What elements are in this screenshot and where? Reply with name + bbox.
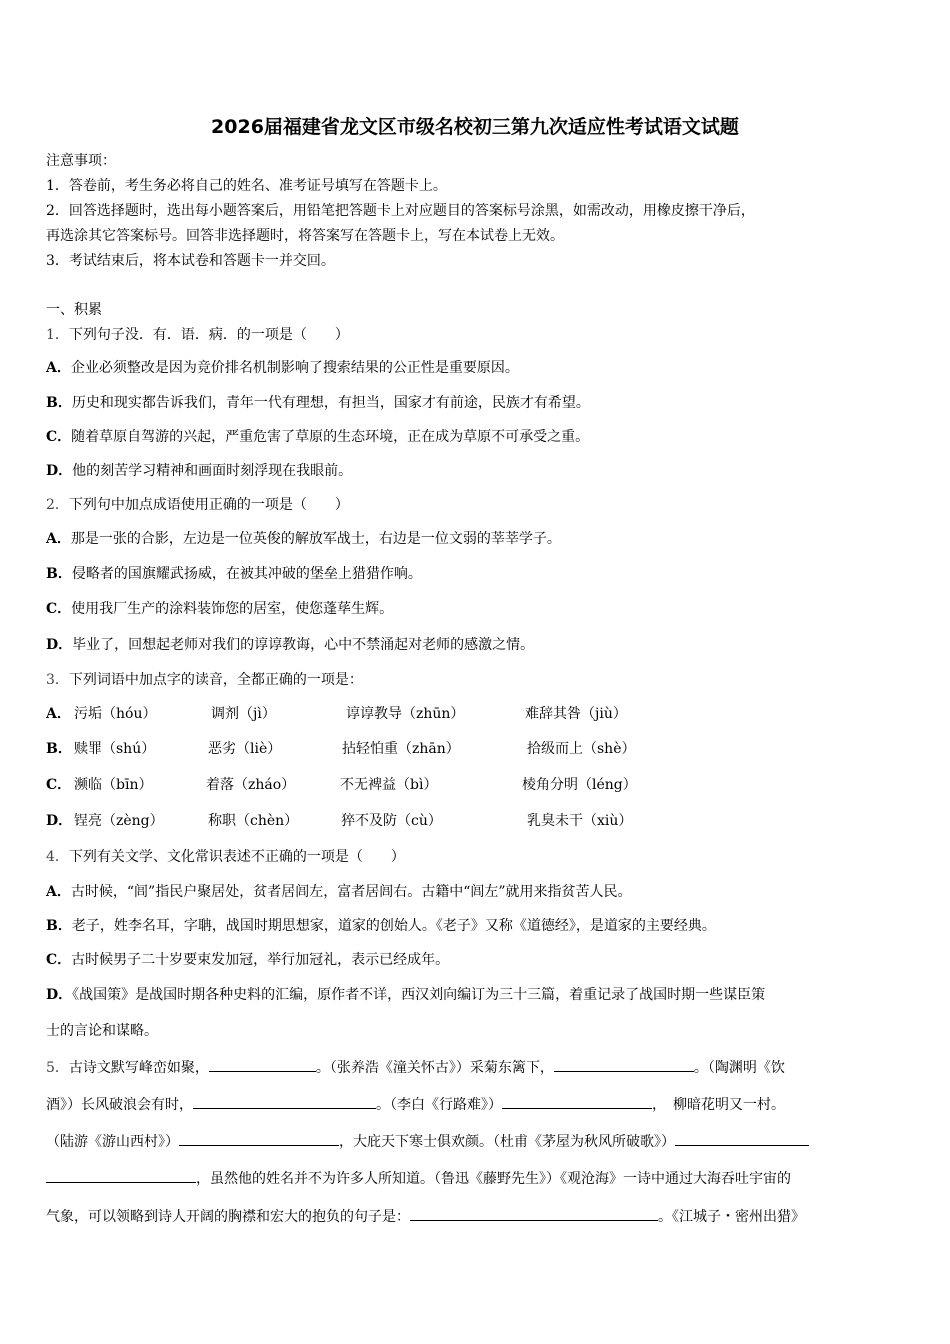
question-text: 下列词语中加点字的读音，全都正确的一项是： [68, 672, 363, 688]
option-text: 毕业了，回想起老师对我们的谆谆教诲，心中不禁涌起对老师的感激之情。 [72, 637, 535, 653]
pinyin-cell: 恶劣（liè） [208, 741, 282, 757]
question-5-line [46, 1094, 785, 1114]
answer-blank[interactable] [502, 1094, 652, 1109]
option[interactable] [46, 462, 352, 480]
option-label: C． [46, 952, 72, 968]
question-text: 下列句子没．有．语．病．的一项是（ ） [68, 327, 349, 343]
option-label: C． [46, 429, 72, 445]
pinyin-cell: 不无裨益（bì） [340, 777, 438, 793]
option-label: A． [46, 531, 71, 547]
question-text: 下列有关文学、文化常识表述不正确的一项是（ ） [68, 849, 405, 865]
notice-item: 再选涂其它答案标号。回答非选择题时，将答案写在答题卡上，写在本试卷上无效。 [46, 228, 564, 244]
option[interactable] [46, 530, 561, 548]
question-text: ， 柳暗花明又一村。 [652, 1097, 785, 1113]
answer-blank[interactable] [193, 1094, 376, 1109]
notice-item: 1．答卷前，考生务必将自己的姓名、准考证号填写在答题卡上。 [46, 178, 447, 194]
option-text: 古时候，“闾”指民户聚居处，贫者居闾左，富者居闾右。古籍中“闾左”就用来指贫苦人民。 [70, 884, 632, 900]
option-label: D． [46, 463, 73, 479]
answer-blank[interactable] [46, 1168, 196, 1183]
pinyin-cell: 谆谆教导（zhūn） [346, 706, 465, 722]
answer-blank[interactable] [675, 1131, 809, 1146]
option-text: 企业必须整改是因为竞价排名机制影响了搜索结果的公正性是重要原因。 [70, 360, 519, 376]
notice-item: 3．考试结束后，将本试卷和答题卡一并交回。 [46, 253, 335, 269]
pinyin-cell: 锃亮（zèng） [74, 813, 164, 829]
pinyin-cell: 乳臭未干（xiù） [527, 813, 633, 829]
option-label: A． [46, 884, 71, 900]
answer-blank[interactable] [209, 1057, 316, 1072]
notice-heading: 注意事项： [46, 153, 116, 169]
question-text: 。《江城子・密州出猎》 [658, 1209, 805, 1225]
option-text: 使用我厂生产的涂料装饰您的居室，使您蓬荜生辉。 [71, 601, 394, 617]
pinyin-cell: 调剂（jì） [211, 706, 276, 722]
question-number: 5． [46, 1060, 69, 1076]
option-text: 《战国策》是战国时期各种史料的汇编，原作者不详，西汉刘向编订为三十三篇，着重记录了战国时期一些谋臣策 [72, 987, 766, 1003]
option-text: 随着草原自驾游的兴起，严重危害了草原的生态环境，正在成为草原不可承受之重。 [71, 429, 590, 445]
option-text: 那是一张的合影，左边是一位英俊的解放军战士，右边是一位文弱的莘莘学子。 [70, 531, 561, 547]
question-5-line [46, 1168, 791, 1188]
question-text: 。（李白《行路难》） [376, 1097, 502, 1113]
option-continuation: 士的言论和谋略。 [46, 1023, 158, 1039]
pinyin-cell: 拾级而上（shè） [527, 741, 636, 757]
pinyin-cell: 着落（zháo） [206, 777, 296, 793]
section-heading: 一、积累 [46, 302, 102, 318]
notice-item: 2．回答选择题时，选出每小题答案后，用铅笔把答题卡上对应题目的答案标号涂黑，如需改动，用橡皮擦干净后， [46, 203, 755, 219]
question-number: 2． [46, 497, 69, 513]
pinyin-cell: 拈轻怕重（zhān） [342, 741, 460, 757]
question-text: （陆游《游山西村》） [46, 1134, 179, 1150]
question-5-line [46, 1057, 785, 1077]
option[interactable] [46, 394, 590, 412]
answer-blank[interactable] [179, 1131, 339, 1146]
option-label: B． [46, 918, 72, 934]
option[interactable] [46, 600, 393, 618]
question-text: 酒》）长风破浪会有时， [46, 1097, 193, 1113]
option-text: 古时候男子二十岁要束发加冠，举行加冠礼，表示已经成年。 [71, 952, 450, 968]
option-label: B． [46, 395, 72, 411]
option-text: 老子，姓李名耳，字聃，战国时期思想家，道家的创始人。《老子》又称《道德经》，是道家的主要经典。 [71, 918, 716, 934]
question-5-line [46, 1206, 805, 1226]
question-5-line [46, 1131, 809, 1151]
option[interactable] [46, 883, 632, 901]
pinyin-cell: 污垢（hóu） [74, 706, 157, 722]
page-title: 2026届福建省龙文区市级名校初三第九次适应性考试语文试题 [211, 116, 739, 138]
question-number: 4． [46, 849, 69, 865]
option[interactable] [46, 359, 519, 377]
option-text: 他的刻苦学习精神和画面时刻浮现在我眼前。 [72, 463, 353, 479]
option[interactable] [46, 917, 716, 935]
question-text: 。（陶渊明《饮 [693, 1060, 785, 1076]
pinyin-cell: 难辞其咎（jiù） [525, 706, 627, 722]
question-text: ，虽然他的姓名并不为许多人所知道。（鲁迅《藤野先生》）《观沧海》一诗中通过大海吞吐宇宙的 [196, 1171, 791, 1187]
pinyin-cell: 棱角分明（léng） [522, 777, 637, 793]
option-label: D． [46, 637, 73, 653]
option[interactable] [46, 951, 449, 969]
question-text: 古诗文默写峰峦如聚， [68, 1060, 209, 1076]
pinyin-cell: 猝不及防（cù） [341, 813, 442, 829]
option[interactable] [46, 565, 422, 583]
question-text: ，大庇天下寒士俱欢颜。（杜甫《茅屋为秋风所破歌》） [339, 1134, 675, 1150]
question-text: 。（张养浩《潼关怀古》）采菊东篱下， [315, 1060, 554, 1076]
option-label[interactable]: B． [46, 741, 72, 757]
option-label[interactable]: A． [46, 706, 71, 722]
answer-blank[interactable] [410, 1206, 658, 1221]
question-text: 气象，可以领略到诗人开阔的胸襟和宏大的抱负的句子是： [46, 1209, 410, 1225]
option-text: 历史和现实都告诉我们，青年一代有理想，有担当，国家才有前途，民族才有希望。 [71, 395, 590, 411]
option[interactable] [46, 986, 765, 1004]
option-label: C． [46, 601, 72, 617]
option-label[interactable]: C． [46, 777, 72, 793]
option-label: A． [46, 360, 71, 376]
option-label: B． [46, 566, 72, 582]
option-text: 侵略者的国旗耀武扬威，在被其冲破的堡垒上猎猎作响。 [71, 566, 422, 582]
option[interactable] [46, 428, 589, 446]
option[interactable] [46, 636, 534, 654]
question-text: 下列句中加点成语使用正确的一项是（ ） [68, 497, 349, 513]
option-label: D． [46, 987, 73, 1003]
question-number: 1． [46, 327, 69, 343]
pinyin-cell: 称职（chèn） [208, 813, 299, 829]
option-label[interactable]: D． [46, 813, 73, 829]
pinyin-cell: 赎罪（shú） [74, 741, 156, 757]
question-1-stem [46, 326, 349, 344]
answer-blank[interactable] [554, 1057, 694, 1072]
question-number: 3． [46, 672, 69, 688]
question-3-stem [46, 671, 363, 689]
question-4-stem [46, 848, 405, 866]
question-2-stem [46, 496, 349, 514]
pinyin-cell: 濒临（bīn） [74, 777, 153, 793]
